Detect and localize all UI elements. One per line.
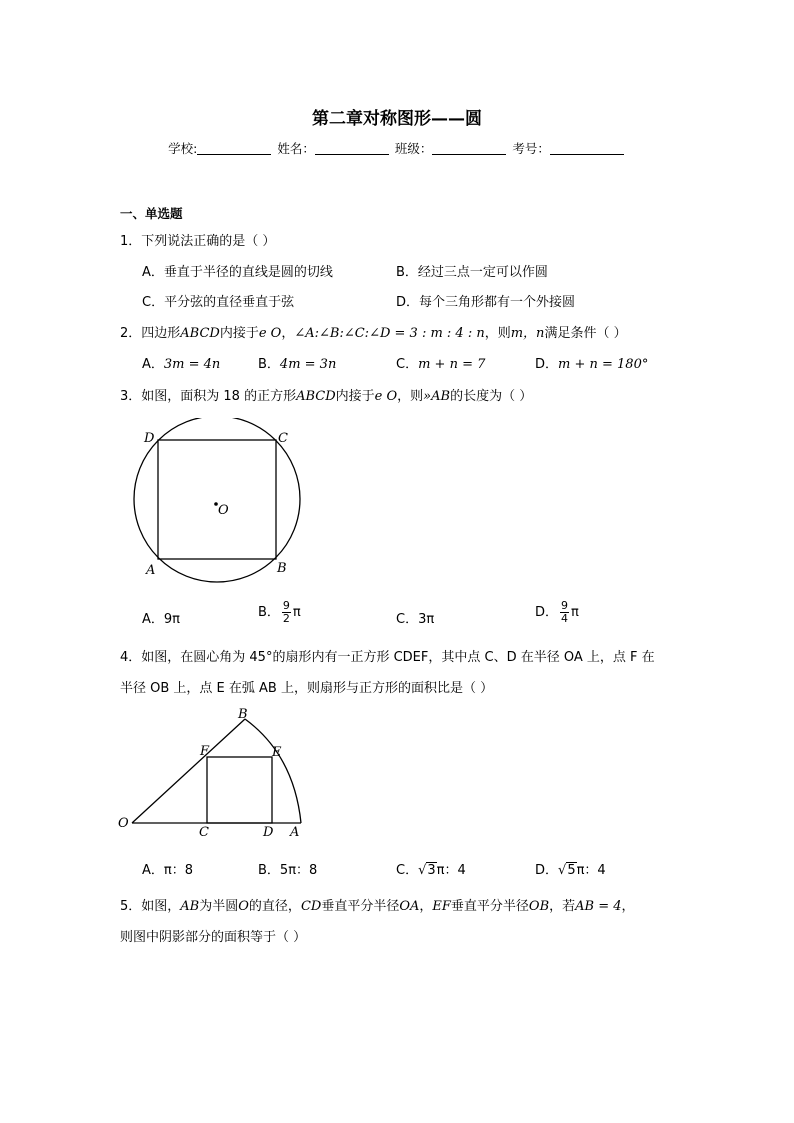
q4-label-o: O [118, 816, 129, 831]
q2-option-b-expr: 4m = 3n [279, 357, 337, 372]
q3-option-b-fraction [282, 600, 291, 625]
q3-option-a [142, 608, 180, 627]
q4-radius-ob [132, 719, 245, 823]
q5-text-c: 的直径， [248, 899, 301, 914]
q3-option-b-tail: π [292, 605, 301, 620]
exam-no-blank [550, 142, 624, 155]
q4-option-a-label: A． [142, 863, 164, 878]
q3-label-b: B [277, 561, 287, 576]
q3-figure [120, 418, 320, 583]
q2-option-b [258, 353, 336, 372]
q3-prefix: 3．如图，面积为 18 的正方形 [120, 389, 297, 404]
q3-option-a-expr: 9π [163, 612, 181, 627]
q4-option-a [142, 859, 193, 878]
q2-option-d-label: D． [535, 357, 559, 372]
class-label: 班级： [394, 141, 433, 156]
q5-oa: OA [399, 899, 420, 914]
q3-option-c-expr: 3π [418, 612, 435, 627]
q4-option-c-tail: π：4 [436, 863, 466, 878]
q3-label-c: C [278, 431, 288, 446]
q3-option-d-fraction [560, 600, 569, 625]
q2-suffix: 满足条件（ ） [544, 326, 627, 341]
q4-option-c-label: C． [396, 863, 419, 878]
q4-option-b-expr: 5π：8 [279, 863, 318, 878]
school-label: 学校: [168, 141, 198, 156]
q1-stem: 1．下列说法正确的是（ ） [120, 234, 276, 249]
q3-label-a: A [146, 563, 156, 578]
q3-label-d: D [144, 431, 155, 446]
q5-text-g: ，若 [549, 899, 576, 914]
q5-text-b: 为半圆 [199, 899, 239, 914]
q1-option-b: B．经过三点一定可以作圆 [396, 265, 548, 280]
q4-label-a: A [290, 825, 300, 840]
q2-option-c-expr: m + n = 7 [418, 357, 486, 372]
school-blank [197, 142, 271, 155]
page-title: 第二章对称图形——圆 [312, 109, 482, 129]
q2-stem [120, 322, 627, 341]
q4-label-f: F [200, 744, 210, 759]
q5-text-d: 垂直平分半径 [321, 899, 400, 914]
q2-option-a-label: A． [142, 357, 164, 372]
q2-option-a-expr: 3m = 4n [163, 357, 221, 372]
q3-option-a-label: A． [142, 612, 164, 627]
q3-option-b [258, 600, 301, 625]
q3-option-d-label: D． [535, 605, 559, 620]
q3-option-d [535, 600, 579, 625]
q1-option-c: C．平分弦的直径垂直于弦 [142, 295, 295, 310]
q2-sep: ， [281, 326, 295, 341]
q5-ef: EF [432, 899, 451, 914]
q2-prefix: 2．四边形 [120, 326, 181, 341]
q4-option-c: C．√3π：4 [396, 863, 466, 878]
q2-option-b-label: B． [258, 357, 280, 372]
exam-no-label: 考号： [512, 141, 550, 156]
section-title: 一、单选题 [120, 206, 183, 221]
q1-option-d: D．每个三角形都有一个外接圆 [396, 295, 576, 310]
q3-circle: e O [374, 389, 398, 404]
q4-option-a-expr: π：8 [163, 863, 194, 878]
q2-option-c [396, 353, 485, 372]
q2-circle: e O [258, 326, 282, 341]
q3-label-o: O [218, 503, 229, 518]
student-info-line [0, 139, 794, 157]
q4-label-e: E [272, 745, 282, 760]
q3-option-b-label: B． [258, 605, 280, 620]
q3-quad: ABCD [296, 389, 336, 404]
q2-quad: ABCD [180, 326, 220, 341]
q3-square-shape [158, 440, 276, 559]
q3-option-b-den: 2 [282, 612, 290, 625]
q1-option-a: A．垂直于半径的直线是圆的切线 [142, 265, 333, 280]
q3-option-b-num: 9 [282, 599, 290, 612]
q5-ab: AB [180, 899, 200, 914]
q3-mid1: 内接于 [335, 389, 375, 404]
q4-label-d: D [263, 825, 274, 840]
q5-cd: CD [300, 899, 322, 914]
q2-option-d [535, 353, 648, 372]
q3-suffix: 的长度为（ ） [450, 389, 533, 404]
name-blank [315, 142, 389, 155]
q5-ob: OB [528, 899, 550, 914]
q4-option-d: D．√5π：4 [535, 863, 606, 878]
q4-figure [114, 705, 309, 840]
q2-option-a [142, 353, 220, 372]
q3-option-d-den: 4 [561, 612, 569, 625]
q4-option-b [258, 859, 317, 878]
q3-option-d-tail: π [571, 605, 579, 620]
q4-option-c-root: 3 [427, 863, 436, 878]
q5-text-h: ， [621, 899, 635, 914]
q2-mid2: ，则 [484, 326, 511, 341]
q3-arc: »AB [423, 389, 451, 404]
q5-stem-line1 [120, 895, 635, 914]
q4-label-c: C [199, 825, 209, 840]
name-label: 姓名： [277, 141, 315, 156]
q4-square-cdef [207, 757, 272, 823]
q5-text-f: 垂直平分半径 [450, 899, 529, 914]
q2-option-c-label: C． [396, 357, 419, 372]
q2-vars: m，n [510, 326, 545, 341]
q3-option-c [396, 608, 434, 627]
q5-text-e: ， [419, 899, 433, 914]
q5-text-a: 5．如图， [120, 899, 181, 914]
q4-option-d-label: D． [535, 863, 559, 878]
q2-mid1: 内接于 [219, 326, 259, 341]
q5-stem-line2: 则图中阴影部分的面积等于（ ） [120, 930, 307, 945]
q2-option-d-expr: m + n = 180° [558, 357, 649, 372]
q3-mid2: ，则 [397, 389, 424, 404]
q5-cond: AB = 4 [575, 899, 622, 914]
q3-stem [120, 385, 532, 404]
q4-option-b-label: B． [258, 863, 280, 878]
q4-arc-ab [245, 719, 301, 823]
q3-option-c-label: C． [396, 612, 419, 627]
q4-stem-line1: 4．如图，在圆心角为 45°的扇形内有一正方形 CDEF，其中点 C、D 在半径 OA 上，点 F 在 [120, 650, 655, 665]
q4-option-d-tail: π：4 [576, 863, 606, 878]
q2-ratio: ∠A:∠B:∠C:∠D = 3 : m : 4 : n [294, 326, 485, 341]
q3-option-d-num: 9 [561, 599, 569, 612]
class-blank [432, 142, 506, 155]
q4-label-b: B [238, 707, 248, 722]
q3-circle-shape [134, 418, 300, 582]
q4-option-d-root: 5 [567, 863, 576, 878]
q5-o: O [238, 899, 249, 914]
q4-stem-line2: 半径 OB 上，点 E 在弧 AB 上，则扇形与正方形的面积比是（ ） [120, 681, 494, 696]
